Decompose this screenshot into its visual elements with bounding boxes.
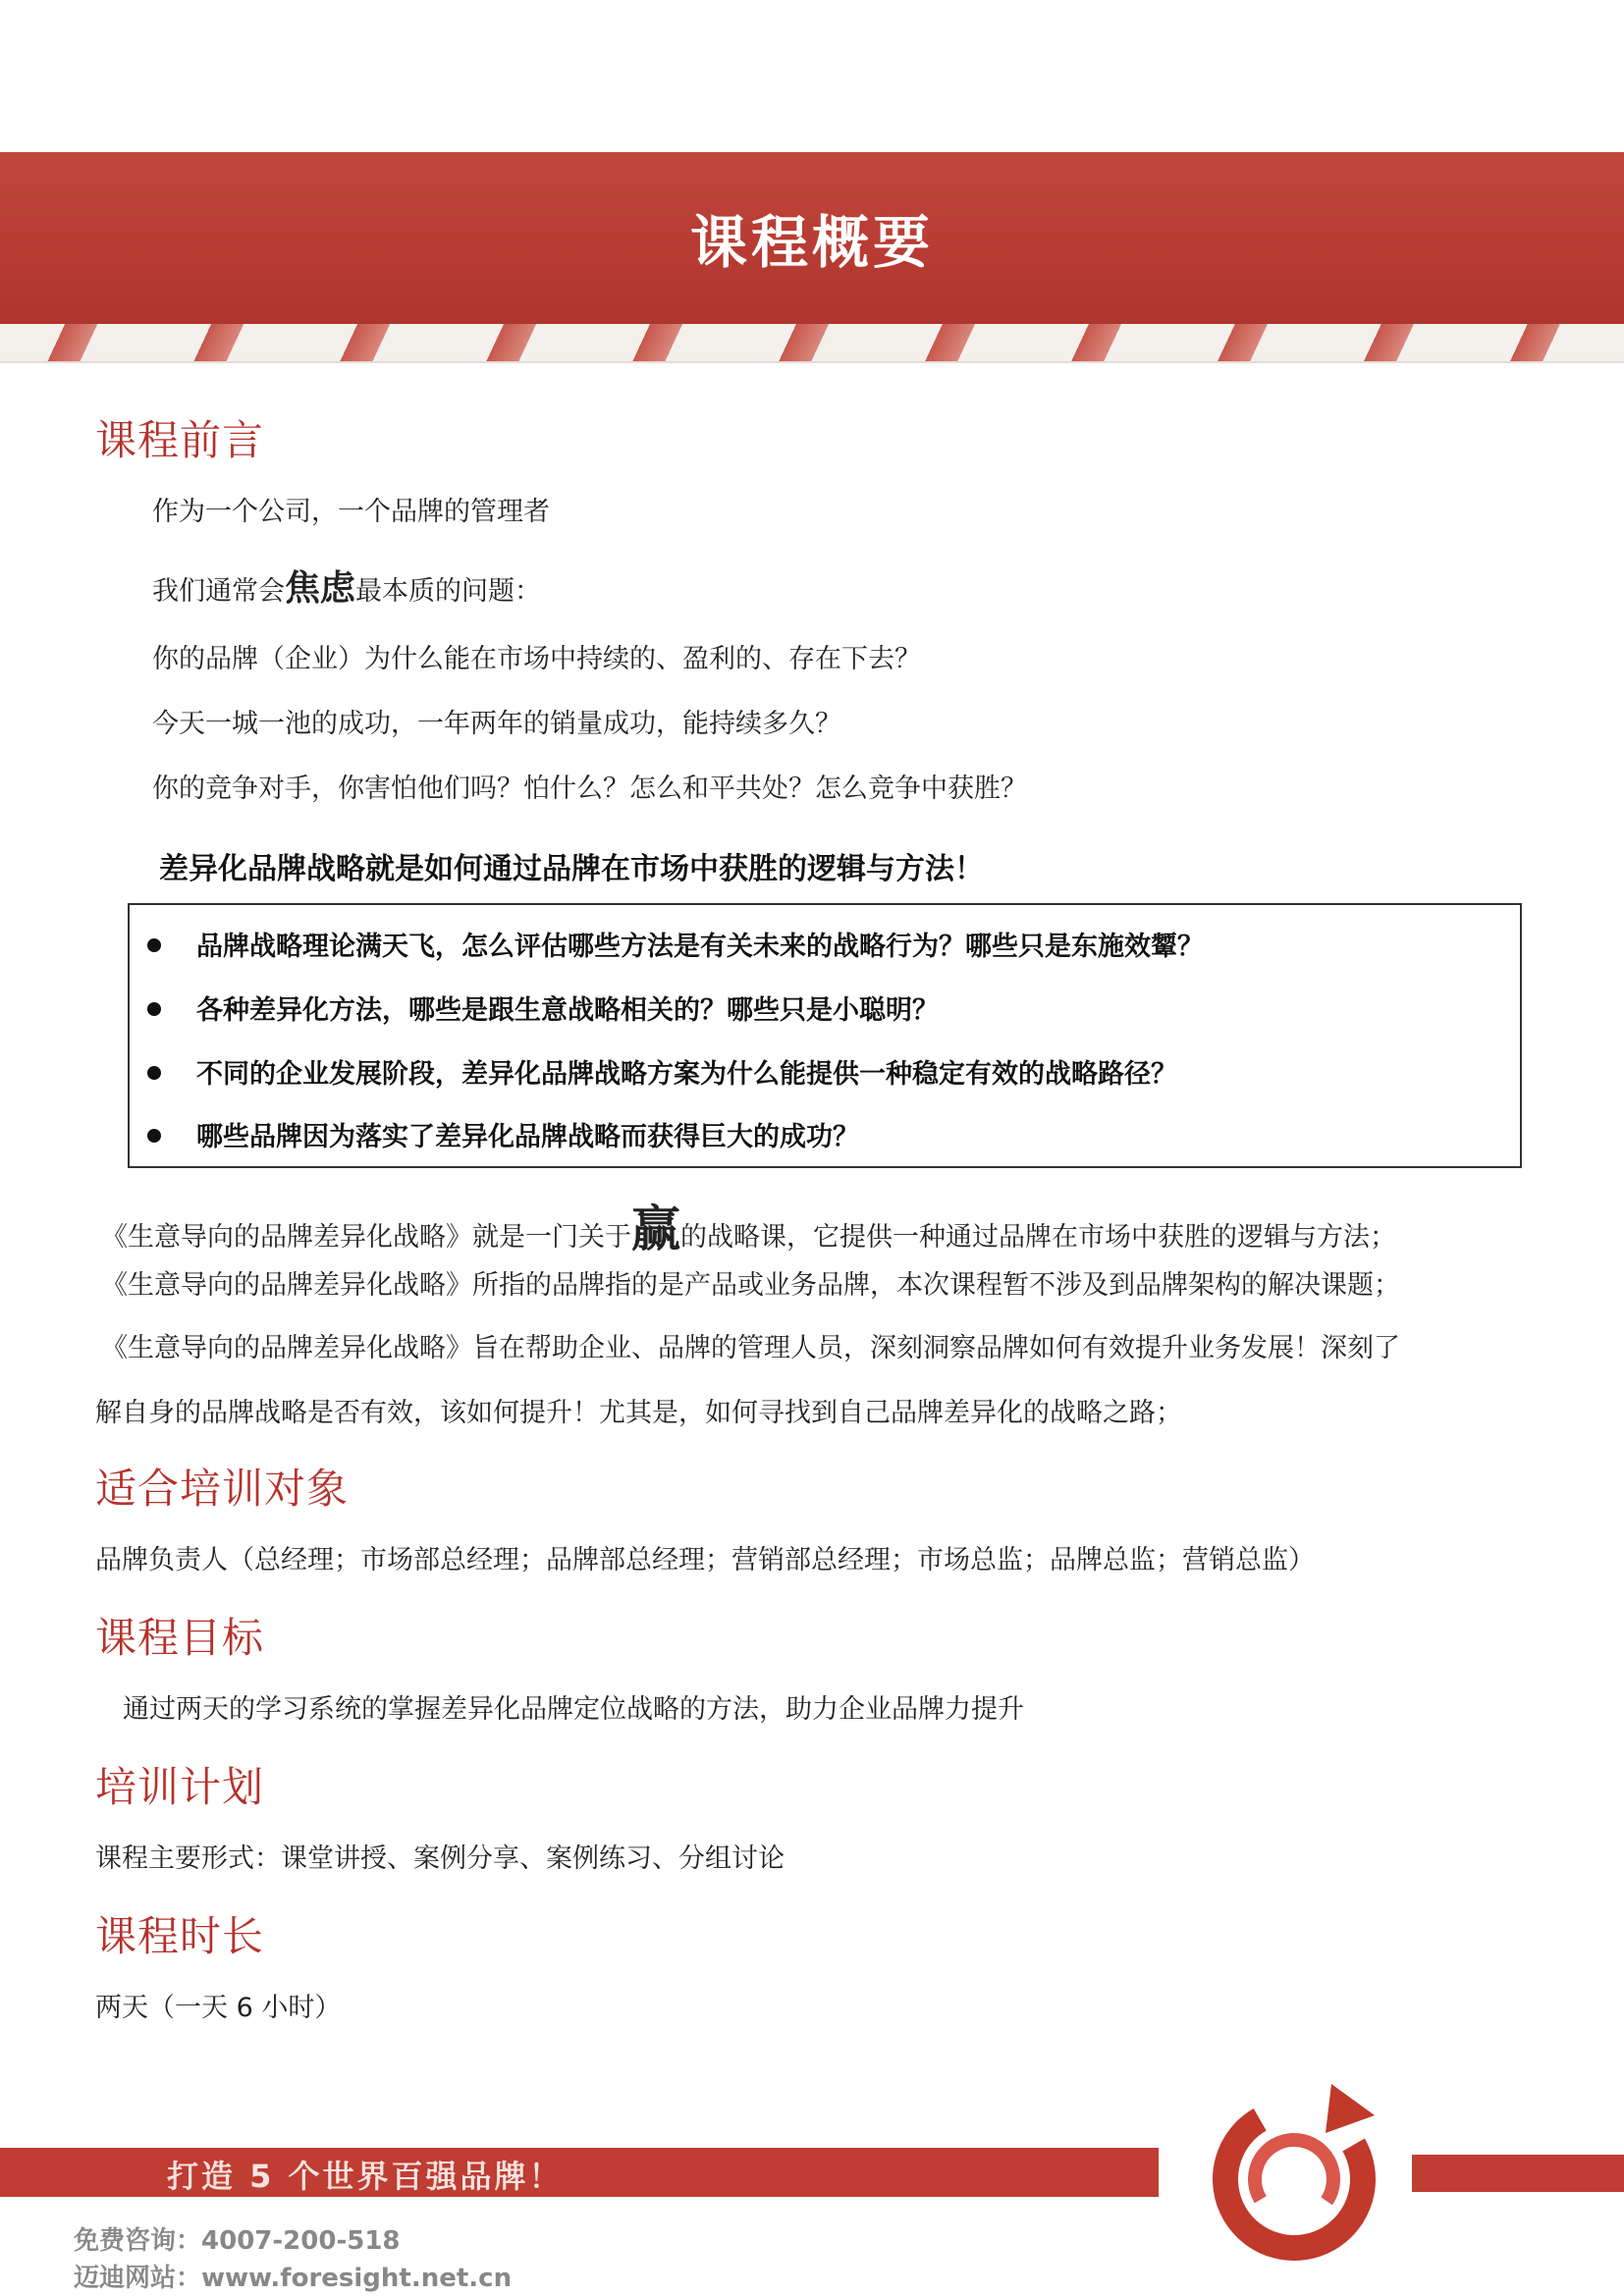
footer-bar-right [1412, 2155, 1624, 2192]
preface-line-4: 今天一城一池的成功，一年两年的销量成功，能持续多久？ [152, 709, 841, 739]
preface-line-2-emphasis: 焦虑 [285, 568, 356, 609]
preface-line-2-prefix: 我们通常会 [152, 576, 285, 607]
question-text: 各种差异化方法，哪些是跟生意战略相关的？哪些只是小聪明？ [196, 995, 939, 1026]
preface-paragraph-1 [101, 1200, 1396, 1258]
paragraph-1-suffix: 的战略课，它提供一种通过品牌在市场中获胜的逻辑与方法； [680, 1222, 1396, 1253]
question-text: 哪些品牌因为落实了差异化品牌战略而获得巨大的成功？ [196, 1122, 859, 1152]
goal-text: 通过两天的学习系统的掌握差异化品牌定位战略的方法，助力企业品牌力提升 [123, 1694, 1024, 1725]
preface-line-1: 作为一个公司，一个品牌的管理者 [152, 497, 550, 527]
circular-arrow-logo-icon [1196, 2076, 1392, 2272]
preface-paragraph-3-line-2: 解自身的品牌战略是否有效，该如何提升！尤其是，如何寻找到自己品牌差异化的战略之路； [95, 1398, 1182, 1428]
page-title: 课程概要 [689, 209, 934, 276]
preface-line-5: 你的竞争对手，你害怕他们吗？怕什么？怎么和平共处？怎么竞争中获胜？ [152, 774, 1027, 804]
paragraph-1-emphasis: 赢 [631, 1201, 680, 1257]
phone-number: 4007-200-518 [201, 2226, 401, 2256]
footer-slogan: 打造 5 个世界百强品牌！ [167, 2158, 564, 2195]
section-heading-goal: 课程目标 [95, 1614, 265, 1662]
preface-summary: 差异化品牌战略就是如何通过品牌在市场中获胜的逻辑与方法！ [159, 852, 984, 886]
section-heading-preface: 课程前言 [95, 416, 265, 464]
section-heading-duration: 课程时长 [95, 1912, 265, 1960]
section-heading-plan: 培训计划 [95, 1763, 265, 1811]
question-item [147, 988, 939, 1027]
footer-website [74, 2258, 512, 2294]
question-text: 不同的企业发展阶段，差异化品牌战略方案为什么能提供一种稳定有效的战略路径？ [196, 1059, 1177, 1090]
preface-paragraph-2: 《生意导向的品牌差异化战略》所指的品牌指的是产品或业务品牌，本次课程暂不涉及到品牌架构的解决课题； [101, 1270, 1400, 1301]
preface-line-2-suffix: 最本质的问题： [355, 576, 542, 607]
website-label: 迈迪网站： [74, 2264, 202, 2293]
section-heading-audience: 适合培训对象 [95, 1465, 350, 1513]
bullet-icon [147, 1066, 161, 1080]
bullet-icon [147, 1002, 161, 1016]
audience-text: 品牌负责人（总经理；市场部总经理；品牌部总经理；营销部总经理；市场总监；品牌总监；营销总监） [95, 1545, 1315, 1575]
preface-line-3: 你的品牌（企业）为什么能在市场中持续的、盈利的、存在下去？ [152, 644, 921, 674]
duration-text: 两天（一天 6 小时） [95, 1993, 342, 2023]
question-item [147, 925, 1204, 963]
bullet-icon [147, 938, 161, 952]
paragraph-1-prefix: 《生意导向的品牌差异化战略》就是一门关于 [101, 1222, 631, 1253]
bullet-icon [147, 1129, 161, 1143]
preface-paragraph-3-line-1: 《生意导向的品牌差异化战略》旨在帮助企业、品牌的管理人员，深刻洞察品牌如何有效提升业务发展！深刻了 [101, 1333, 1400, 1363]
question-item [147, 1115, 859, 1153]
plan-text: 课程主要形式：课堂讲授、案例分享、案例练习、分组讨论 [95, 1843, 785, 1874]
question-item [147, 1052, 1177, 1091]
question-box [128, 903, 1522, 1168]
header-stripe-decoration [0, 324, 1624, 363]
preface-line-2 [152, 567, 541, 610]
footer-phone [74, 2220, 401, 2257]
question-text: 品牌战略理论满天飞，怎么评估哪些方法是有关未来的战略行为？哪些只是东施效颦？ [196, 932, 1204, 962]
phone-label: 免费咨询： [74, 2226, 202, 2256]
website-url: www.foresight.net.cn [201, 2264, 513, 2293]
